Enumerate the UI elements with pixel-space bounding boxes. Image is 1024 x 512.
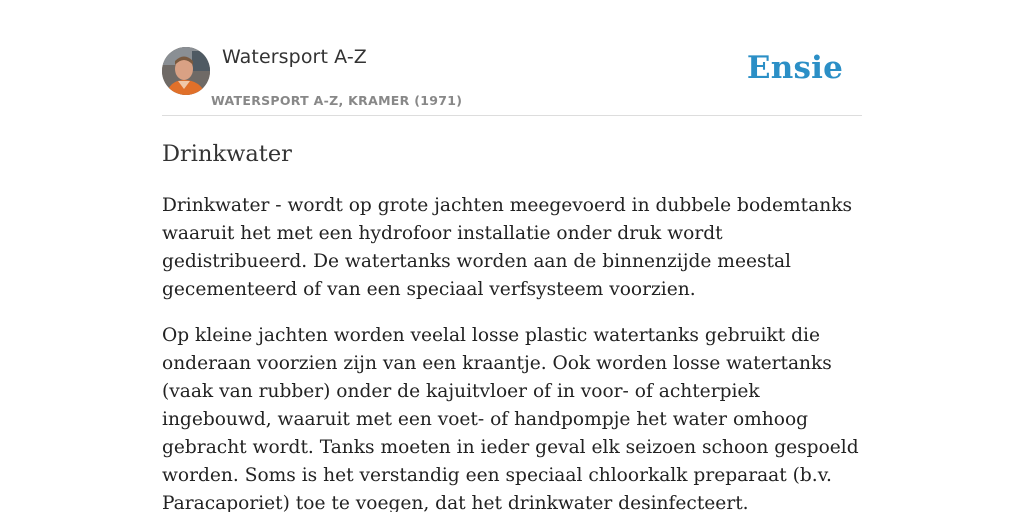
author-avatar[interactable] bbox=[162, 47, 210, 95]
avatar-portrait-icon bbox=[162, 47, 210, 95]
source-label: WATERSPORT A-Z, KRAMER (1971) bbox=[211, 93, 463, 108]
entry-paragraph: Drinkwater - wordt op grote jachten meegevoerd in dubbele bodemtanks waaruit het met een hydrofoor installatie onder druk wordt gedistribueerd. De watertanks worden aan de binnenzijde meestal gecementeerd of van een speciaal verfsysteem voorzien. bbox=[162, 195, 853, 300]
entry-title: Drinkwater bbox=[162, 141, 292, 167]
header-divider bbox=[162, 115, 862, 116]
brand-logo[interactable]: Ensie bbox=[746, 50, 843, 86]
entry-content bbox=[162, 139, 864, 512]
entry-paragraph: Op kleine jachten worden veelal losse plastic watertanks gebruikt die onderaan voorzien zijn van een kraantje. Ook worden losse watertanks (vaak van rubber) onder de kajuitvloer of in voor- of achterpiek ingebouwd, waaruit met een voet- of handpompje het water omhoog gebracht wordt. Tanks moeten in ieder geval elk seizoen schoon gespoeld worden. Soms is het verstandig een speciaal chloorkalk preparaat (b.v. Paracaporiet) toe te voegen, dat het drinkwater desinfecteert. bbox=[162, 325, 859, 512]
header bbox=[162, 46, 862, 116]
site-title[interactable]: Watersport A-Z bbox=[222, 46, 367, 68]
